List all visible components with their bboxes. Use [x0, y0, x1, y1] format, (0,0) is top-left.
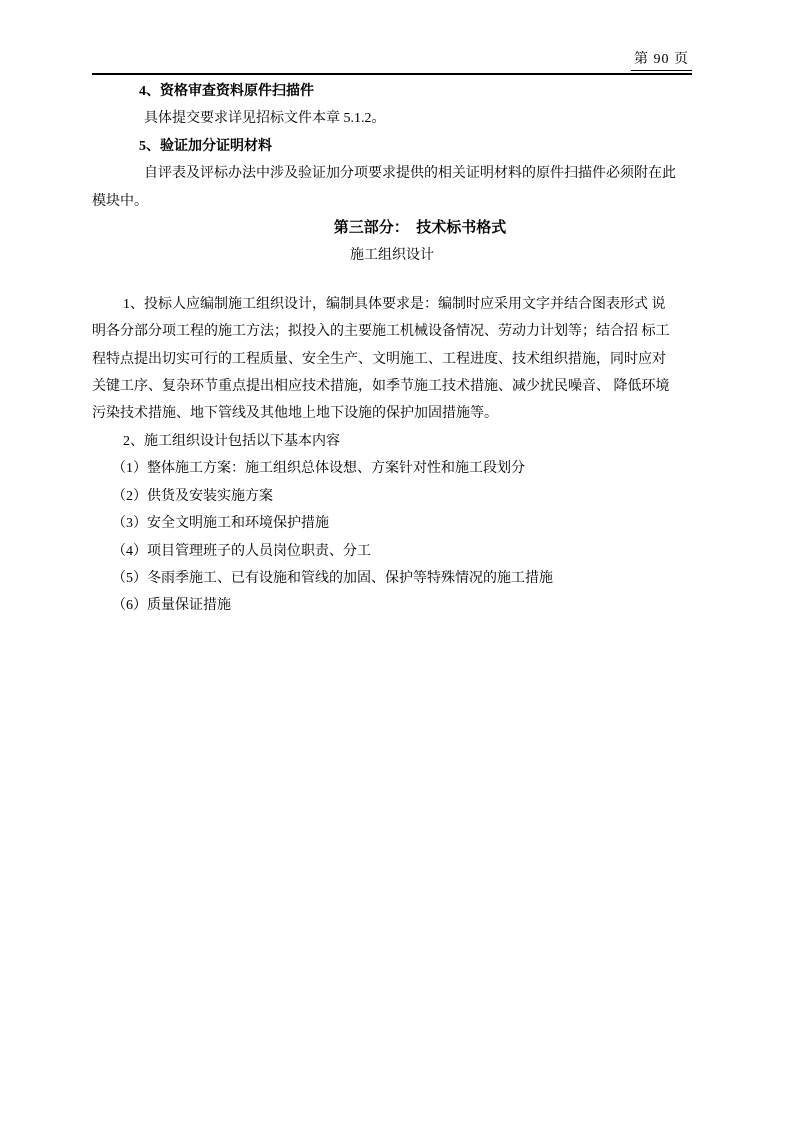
section-subtitle: 施工组织设计	[350, 248, 434, 264]
item-1-line-1: 1、投标人应编制施工组织设计，编制具体要求是：编制时应采用文字并结合图表形式 说	[123, 296, 666, 312]
list-item-2: （2）供货及安装实施方案	[112, 488, 273, 504]
paragraph-verification-line-1: 自评表及评标办法中涉及验证加分项要求提供的相关证明材料的原件扫描件必须附在此	[144, 166, 676, 182]
item-1-line-4: 关键工序、复杂环节重点提出相应技术措施，如季节施工技术措施、减少扰民噪音、 降低环境	[92, 379, 670, 395]
heading-item-5: 5、验证加分证明材料	[139, 138, 272, 154]
list-item-6: （6）质量保证措施	[112, 598, 231, 614]
list-item-1: （1）整体施工方案：施工组织总体设想、方案针对性和施工段划分	[112, 461, 525, 477]
page-number: 第 90 页	[631, 50, 692, 71]
blank-line-spacer	[92, 270, 692, 291]
item-1-line-3: 程特点提出切实可行的工程质量、安全生产、文明施工、工程进度、技术组织措施，同时应对	[92, 351, 666, 367]
heading-item-4: 4、资格审查资料原件扫描件	[139, 84, 314, 99]
section-title: 第三部分： 技术标书格式	[333, 220, 507, 237]
item-1-line-5: 污染技术措施、地下管线及其他地上地下设施的保护加固措施等。	[92, 406, 498, 422]
list-item-4: （4）项目管理班子的人员岗位职责、分工	[112, 543, 371, 559]
paragraph-verification-line-2: 模块中。	[92, 193, 148, 209]
paragraph-submission-requirements: 具体提交要求详见招标文件本章 5.1.2。	[144, 111, 386, 127]
item-1-line-2: 明各分部分项工程的施工方法；拟投入的主要施工机械设备情况、劳动力计划等；结合招 标工	[92, 324, 670, 340]
list-item-5: （5）冬雨季施工、已有设施和管线的加固、保护等特殊情况的施工措施	[112, 570, 553, 586]
list-item-3: （3）安全文明施工和环境保护措施	[112, 516, 329, 532]
item-2-intro: 2、施工组织设计包括以下基本内容	[123, 433, 340, 449]
page-header	[92, 0, 692, 75]
